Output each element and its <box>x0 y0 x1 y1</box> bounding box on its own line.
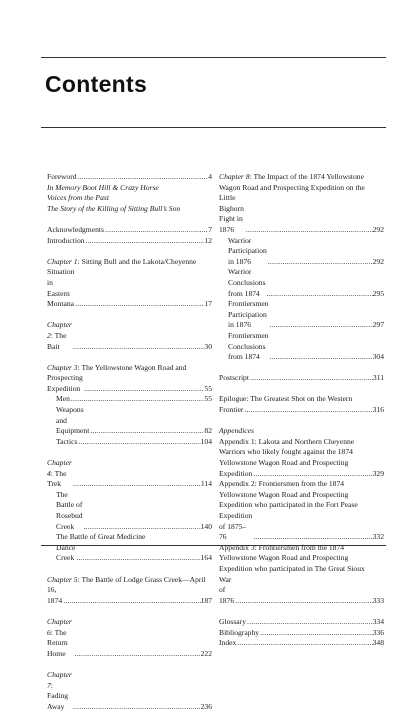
leader-dots <box>77 437 200 448</box>
leader-dots <box>245 225 373 236</box>
page-number: 311 <box>372 373 384 383</box>
entry-label-cont: Dance Creek <box>56 542 76 563</box>
page-number: 304 <box>372 352 384 362</box>
page-number: 292 <box>372 256 384 266</box>
leader-dots <box>72 702 201 712</box>
toc-entry-chapter-2[interactable] <box>47 320 212 352</box>
entry-label: Bibliography <box>219 627 260 637</box>
toc-entry-acknowledgments[interactable] <box>47 225 212 236</box>
leader-dots <box>62 596 200 607</box>
chapter-title-cont: Prospecting Expedition <box>47 373 83 393</box>
leader-dots <box>259 628 373 639</box>
toc-entry-bibliography[interactable] <box>219 628 384 639</box>
page-number: 336 <box>372 627 384 637</box>
chapter-title-cont: 16, 1874 <box>47 585 63 605</box>
page-number: 333 <box>372 595 384 605</box>
chapter-title-cont: Wagon Road and Prospecting Expedition on the <box>219 182 365 192</box>
foreword-sub-2: Voices from the Past <box>47 193 109 203</box>
page-number: 7 <box>208 224 212 234</box>
page-number: 82 <box>204 426 212 436</box>
entry-label: Acknowledgments <box>47 224 104 234</box>
page-number: 334 <box>372 616 384 626</box>
entry-label-cont: Yellowstone Wagon Road and Prospecting <box>219 458 349 468</box>
chapter-number: Chapter 1 <box>47 256 78 266</box>
toc-entry-postscript[interactable] <box>219 373 384 384</box>
page-number: 236 <box>200 701 212 711</box>
entry-label-cont: Expedition of 1875–76 <box>219 511 253 542</box>
chapter-title: : The Trek <box>47 468 67 489</box>
page-number: 30 <box>204 341 212 351</box>
toc-entry-chapter-3[interactable] <box>47 363 212 395</box>
entry-label: Warrior Conclusions from 1874 <box>228 267 266 298</box>
toc-subentry[interactable] <box>219 331 384 363</box>
entry-label: Appendix 1: Lakota and Northern Cheyenne <box>219 436 355 446</box>
entry-label: Frontiersmen Participation in 1876 <box>228 299 269 330</box>
foreword-sub-1: In Memory Boot Hill & Crazy Horse <box>47 182 159 192</box>
page-number: 332 <box>372 532 384 542</box>
leader-dots <box>104 225 208 236</box>
page-number: 187 <box>200 595 212 605</box>
page-number: 329 <box>372 468 384 478</box>
leader-dots <box>269 352 373 363</box>
entry-label: Warrior Participation in 1876 <box>228 235 267 266</box>
entry-label: Appendix 2: Frontiersmen from the 1874 <box>219 479 345 489</box>
toc-subentry[interactable] <box>47 532 212 564</box>
chapter-number: Chapter 5 <box>47 574 78 584</box>
toc-subentry[interactable] <box>47 490 212 532</box>
leader-dots <box>89 426 204 437</box>
toc-entry-chapter-5[interactable] <box>47 575 212 607</box>
entry-label-cont: Yellowstone Wagon Road and Prospecting <box>219 553 349 563</box>
toc-subentry[interactable] <box>47 405 212 437</box>
toc-entry-appendix-1[interactable] <box>219 437 384 479</box>
page-number: 17 <box>204 299 212 309</box>
chapter-title-cont: Situation in Eastern Montana <box>47 267 75 309</box>
entry-label: Tactics <box>56 436 78 446</box>
entry-label: The Battle of Rosebud Creek <box>56 489 83 531</box>
entry-label: Frontiersmen Conclusions from 1874 <box>228 330 269 362</box>
page-number: 297 <box>372 320 384 330</box>
leader-dots <box>243 405 372 416</box>
entry-label-cont: Yellowstone Wagon Road and Prospecting <box>219 489 349 499</box>
chapter-title: : The Battle of Lodge Grass Creek—April <box>77 574 206 584</box>
toc-entry-introduction[interactable] <box>47 236 212 247</box>
entry-label: Glossary <box>219 616 246 626</box>
chapter-title: : Fading Away <box>47 680 69 711</box>
page-number: 140 <box>200 521 212 531</box>
leader-dots <box>234 596 372 607</box>
appendices-heading: Appendices <box>219 426 255 436</box>
chapter-title: : Sitting Bull and the Lakota/Cheyenne <box>77 256 197 266</box>
chapter-title: : The Yellowstone Wagon Road and <box>77 362 187 372</box>
toc-left-column <box>47 172 212 712</box>
page-number: 316 <box>372 405 384 415</box>
leader-dots <box>83 384 205 395</box>
foreword-sub-3: The Story of the Killing of Sitting Bull’s Son <box>47 203 181 213</box>
leader-dots <box>83 522 201 533</box>
chapter-number: Chapter 2 <box>47 320 72 340</box>
entry-label: Weapons and Equipment <box>56 405 90 436</box>
entry-label: Men <box>56 394 70 404</box>
page-number: 348 <box>372 638 384 648</box>
toc-entry-index[interactable] <box>219 638 384 649</box>
leader-dots <box>252 469 372 480</box>
page-number: 164 <box>200 553 212 563</box>
page-number: 12 <box>204 235 212 245</box>
leader-dots <box>267 257 373 268</box>
toc-entry-chapter-1[interactable] <box>47 257 212 310</box>
leader-dots <box>85 236 205 247</box>
page-number: 104 <box>200 436 212 446</box>
entry-label-cont: Frontier <box>219 405 244 415</box>
chapter-title-cont: Little Bighorn Fight in 1876 <box>219 193 244 234</box>
entry-label-cont: Expedition who participated in The Great Sioux <box>219 563 365 573</box>
toc-entry-chapter-4[interactable] <box>47 458 212 490</box>
leader-dots <box>70 394 204 405</box>
toc-entry-chapter-8[interactable] <box>219 172 384 236</box>
entry-label: Postscript <box>219 373 249 383</box>
page-number: 222 <box>200 648 212 658</box>
page-number: 55 <box>204 383 212 393</box>
entry-label: Epilogue: The Greatest Shot on the Western <box>219 394 353 404</box>
toc-entry-appendix-2[interactable] <box>219 479 384 543</box>
chapter-title: : The Return Home <box>47 627 68 658</box>
toc-entry-appendix-3[interactable] <box>219 543 384 607</box>
chapter-number: Chapter 7 <box>47 669 72 690</box>
chapter-title: : The Impact of the 1874 Yellowstone <box>249 172 364 181</box>
entry-label: The Battle of Great Medicine <box>56 532 146 542</box>
leader-dots <box>74 649 201 660</box>
toc-entry-foreword[interactable] <box>47 172 212 183</box>
entry-label: Appendix 3: Frontiersmen from the 1874 <box>219 542 345 552</box>
toc-subentry[interactable] <box>219 299 384 331</box>
chapter-number: Chapter 8 <box>219 172 250 181</box>
toc-subentry[interactable] <box>47 394 212 405</box>
page-number: 292 <box>372 224 384 234</box>
leader-dots <box>75 553 200 564</box>
entry-label: Foreword <box>47 172 77 181</box>
page-number: 295 <box>372 288 384 298</box>
toc-entry-chapter-6[interactable] <box>47 617 212 659</box>
entry-label-cont: War of 1876 <box>219 574 235 605</box>
leader-dots <box>72 479 201 490</box>
toc-entry-chapter-7[interactable] <box>47 670 212 712</box>
toc-subentry[interactable] <box>219 267 384 299</box>
entry-label-cont: Expedition <box>219 468 253 478</box>
chapter-title: : The Bait <box>47 330 67 351</box>
chapter-number: Chapter 3 <box>47 362 78 372</box>
page-number: 114 <box>200 479 212 489</box>
leader-dots <box>269 320 373 331</box>
top-rule <box>41 57 386 58</box>
leader-dots <box>77 172 209 183</box>
leader-dots <box>236 638 372 649</box>
page-title: Contents <box>45 71 148 97</box>
entry-label: Index <box>219 638 237 648</box>
leader-dots <box>266 289 373 300</box>
page-number: 4 <box>208 172 212 181</box>
leader-dots <box>249 373 373 384</box>
entry-label: Introduction <box>47 235 85 245</box>
toc-entry-glossary[interactable] <box>219 617 384 628</box>
footer-rule <box>41 545 386 546</box>
title-rule <box>41 127 386 128</box>
leader-dots <box>74 299 204 310</box>
entry-label-cont: Expedition who participated in the Fort Pease <box>219 500 358 510</box>
toc-entry-epilogue[interactable] <box>219 394 384 415</box>
chapter-number: Chapter 6 <box>47 616 72 637</box>
toc-right-column <box>219 172 384 649</box>
leader-dots <box>252 532 372 543</box>
toc-subentry[interactable] <box>47 437 212 448</box>
leader-dots <box>246 617 373 628</box>
leader-dots <box>72 342 205 353</box>
entry-label-cont: Warriors who likely fought against the 1874 <box>219 447 353 457</box>
page-number: 55 <box>204 394 212 404</box>
toc-subentry[interactable] <box>219 236 384 268</box>
chapter-number: Chapter 4 <box>47 458 72 478</box>
